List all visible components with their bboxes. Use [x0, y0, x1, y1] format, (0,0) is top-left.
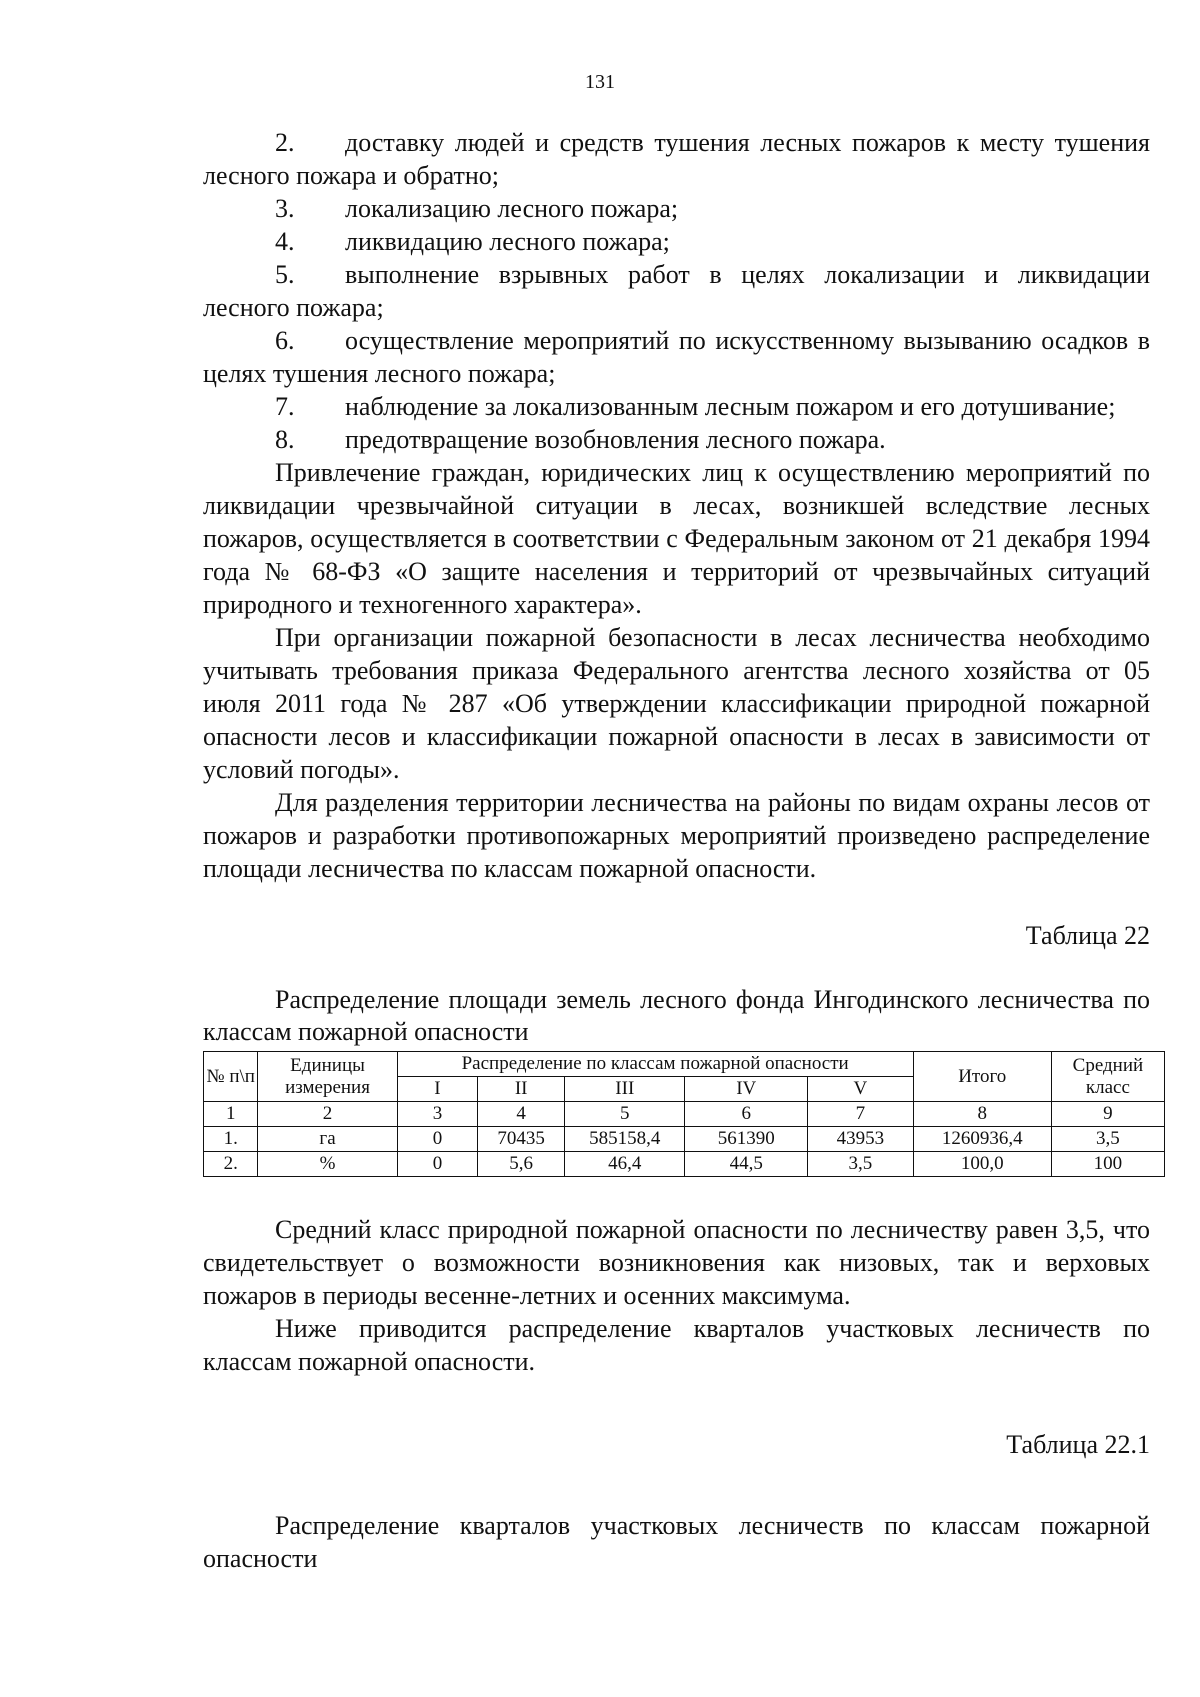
- table-cell: 1260936,4: [913, 1127, 1051, 1152]
- list-item-text: наблюдение за локализованным лесным пожаром и его дотушивание;: [345, 392, 1116, 421]
- table-cell: 4: [478, 1102, 565, 1127]
- table-cell: 585158,4: [565, 1127, 685, 1152]
- fire-class-table: [203, 1051, 1165, 1177]
- header-units: Единицы измерения: [258, 1052, 397, 1102]
- table-cell: 5: [565, 1102, 685, 1127]
- table-cell: 1: [204, 1102, 258, 1127]
- table-row: [204, 1127, 1165, 1152]
- list-item-number: 3.: [275, 194, 295, 223]
- list-item-number: 6.: [275, 326, 295, 355]
- document-body: [203, 126, 1150, 1575]
- table-cell: 3,5: [807, 1152, 913, 1177]
- list-item-text: локализацию лесного пожара;: [345, 194, 679, 223]
- header-class: V: [807, 1077, 913, 1102]
- table-cell: 100,0: [913, 1152, 1051, 1177]
- table-cell: 46,4: [565, 1152, 685, 1177]
- table-cell: 561390: [685, 1127, 807, 1152]
- list-item: [203, 225, 1150, 258]
- list-item-number: 8.: [275, 425, 295, 454]
- list-item-number: 5.: [275, 260, 295, 289]
- paragraph: Для разделения территории лесничества на районы по видам охраны лесов от пожаров и разработки противопожарных мероприятий произведено распределение площади лесничества по классам пожарной опасности.: [203, 788, 1150, 883]
- list-item: [203, 324, 1150, 390]
- table-cell: 3: [397, 1102, 478, 1127]
- table-cell: 100: [1051, 1152, 1164, 1177]
- header-avg-class: Средний класс: [1051, 1052, 1164, 1102]
- list-item-text: предотвращение возобновления лесного пожара.: [345, 425, 886, 454]
- table-cell: 2.: [204, 1152, 258, 1177]
- table-cell: 1.: [204, 1127, 258, 1152]
- list-item-text: осуществление мероприятий по искусственному вызыванию осадков в целях тушения лесного пожара;: [203, 326, 1150, 388]
- list-item-number: 4.: [275, 227, 295, 256]
- table-cell: 44,5: [685, 1152, 807, 1177]
- header-class: II: [478, 1077, 565, 1102]
- table-cell: 0: [397, 1127, 478, 1152]
- header-num: № п\п: [204, 1052, 258, 1102]
- column-number-row: [204, 1102, 1165, 1127]
- table-row: [204, 1152, 1165, 1177]
- table-cell: 0: [397, 1152, 478, 1177]
- paragraph: Средний класс природной пожарной опасности по лесничеству равен 3,5, что свидетельствует о возможности возникновения как низовых, так и верховых пожаров в периоды весенне-летних и осенних максимума.: [203, 1215, 1150, 1310]
- list-item: [203, 258, 1150, 324]
- header-class: I: [397, 1077, 478, 1102]
- header-total: Итого: [913, 1052, 1051, 1102]
- table-cell: га: [258, 1127, 397, 1152]
- table-cell: 7: [807, 1102, 913, 1127]
- list-item-text: доставку людей и средств тушения лесных пожаров к месту тушения лесного пожара и обратно;: [203, 128, 1150, 190]
- list-item: [203, 390, 1150, 423]
- list-item-number: 7.: [275, 392, 295, 421]
- header-class: IV: [685, 1077, 807, 1102]
- table-label: Таблица 22: [1025, 921, 1150, 950]
- table-cell: 2: [258, 1102, 397, 1127]
- table-label: Таблица 22.1: [1006, 1430, 1150, 1459]
- table-caption: Распределение кварталов участковых лесничеств по классам пожарной опасности: [203, 1511, 1150, 1573]
- table-cell: 43953: [807, 1127, 913, 1152]
- list-item-text: ликвидацию лесного пожара;: [345, 227, 670, 256]
- table-caption: Распределение площади земель лесного фонда Ингодинского лесничества по классам пожарной опасности: [203, 985, 1150, 1046]
- page-number: 131: [585, 71, 615, 93]
- header-distribution: Распределение по классам пожарной опасности: [397, 1052, 913, 1077]
- after-table-text: [203, 1213, 1150, 1378]
- list-item-number: 2.: [275, 128, 295, 157]
- paragraph: При организации пожарной безопасности в лесах лесничества необходимо учитывать требования приказа Федерального агентства лесного хозяйства от 05 июля 2011 года № 287 «Об утверждении классификации природной пожарной опасности лесов и классификации пожарной опасности в лесах в зависимости от условий погоды».: [203, 623, 1150, 784]
- list-item-text: выполнение взрывных работ в целях локализации и ликвидации лесного пожара;: [203, 260, 1150, 322]
- paragraph: Привлечение граждан, юридических лиц к осуществлению мероприятий по ликвидации чрезвычайной ситуации в лесах, возникшей вследствие лесных пожаров, осуществляется в соответствии с Федеральным законом от 21 декабря 1994 года № 68-ФЗ «О защите населения и территорий от чрезвычайных ситуаций природного и техногенного характера».: [203, 458, 1150, 619]
- header-class: III: [565, 1077, 685, 1102]
- table-cell: 9: [1051, 1102, 1164, 1127]
- table-cell: 6: [685, 1102, 807, 1127]
- table-cell: 70435: [478, 1127, 565, 1152]
- table-cell: 3,5: [1051, 1127, 1164, 1152]
- paragraph: Ниже приводится распределение кварталов участковых лесничеств по классам пожарной опасности.: [203, 1314, 1150, 1376]
- table-cell: 5,6: [478, 1152, 565, 1177]
- list-item: [203, 192, 1150, 225]
- table-cell: %: [258, 1152, 397, 1177]
- list-item: [203, 423, 1150, 456]
- table-cell: 8: [913, 1102, 1051, 1127]
- list-item: [203, 126, 1150, 192]
